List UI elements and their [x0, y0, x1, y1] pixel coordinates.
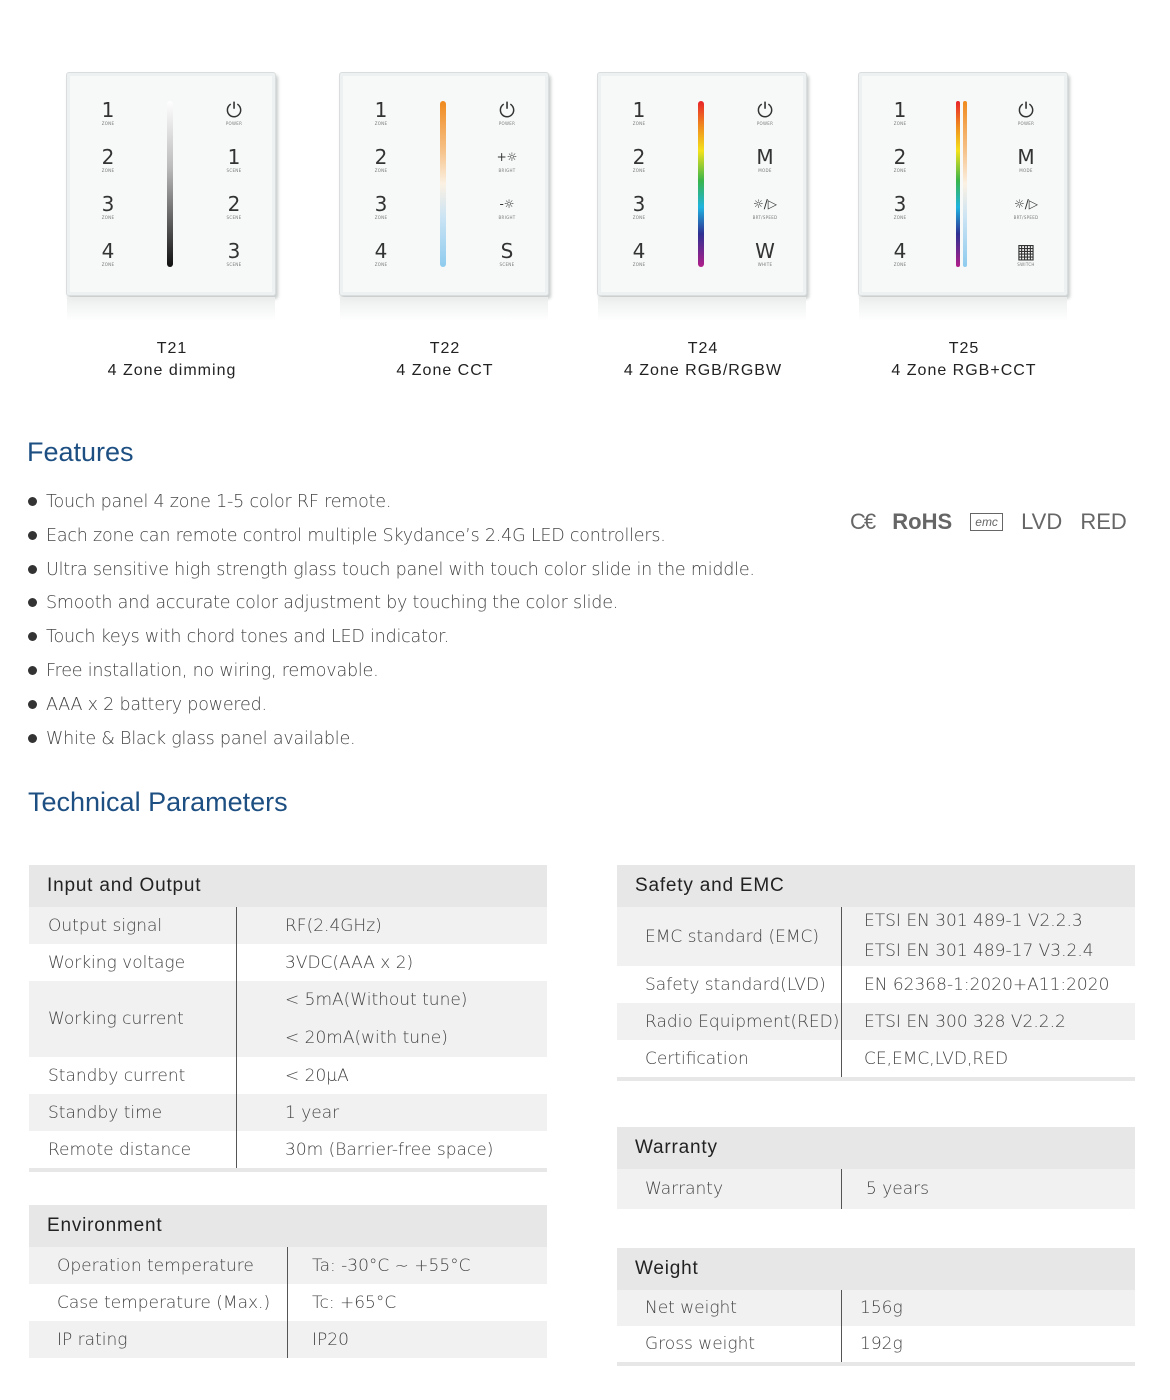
param-value — [841, 1003, 1135, 1040]
table-row — [617, 1003, 1135, 1040]
key-sublabel: BRIGHT — [498, 168, 516, 173]
key-sublabel: ZONE — [893, 121, 907, 126]
param-value-line: < 20μA — [285, 1065, 349, 1086]
key-sublabel: ZONE — [101, 168, 115, 173]
product-desc: 4 Zone RGB/RGBW — [623, 362, 783, 379]
key-sublabel: ZONE — [374, 168, 388, 173]
key-glyph: 1 — [893, 98, 907, 122]
environment-table — [29, 1205, 547, 1358]
feature-text: Free installation, no wiring, removable. — [46, 660, 379, 681]
color-slide — [698, 101, 704, 267]
warranty-table — [617, 1127, 1135, 1209]
feature-item — [28, 727, 755, 761]
function-keys — [219, 99, 249, 287]
param-value-line: Ta: -30°C ~ +55°C — [312, 1255, 471, 1276]
function-key — [1011, 146, 1041, 193]
param-value-line: 5 years — [866, 1179, 930, 1199]
feature-text: Smooth and accurate color adjustment by touching the color slide. — [46, 593, 619, 614]
technical-parameters-heading: Technical Parameters — [28, 787, 288, 817]
product-caption — [597, 338, 809, 382]
param-value-line: CE,EMC,LVD,RED — [864, 1048, 1009, 1069]
param-value — [841, 966, 1135, 1003]
param-value-line: ETSI EN 301 489-17 V3.2.4 — [864, 940, 1094, 961]
zone-keys — [366, 99, 396, 287]
key-sublabel: ZONE — [101, 262, 115, 267]
key-glyph: 3 — [632, 192, 646, 216]
param-value-line: 3VDC(AAA x 2) — [285, 952, 414, 973]
product-model: T22 — [429, 340, 461, 357]
param-label: Certification — [645, 1048, 749, 1069]
zone-key — [885, 193, 915, 240]
param-value — [236, 1131, 547, 1168]
param-value — [841, 907, 1135, 966]
param-label: Remote distance — [48, 1139, 192, 1160]
param-value — [841, 1169, 1135, 1209]
function-key — [492, 193, 522, 240]
zone-key — [366, 193, 396, 240]
param-label: IP rating — [57, 1329, 128, 1350]
table-row — [29, 1057, 547, 1094]
bullet-icon — [28, 700, 37, 709]
weight-table — [617, 1248, 1135, 1366]
param-label: Warranty — [645, 1179, 724, 1199]
product-desc: 4 Zone dimming — [107, 362, 237, 379]
key-sublabel: ZONE — [374, 215, 388, 220]
key-sublabel: POWER — [756, 121, 774, 126]
key-glyph: ⏻ — [226, 98, 242, 122]
function-key — [219, 146, 249, 193]
product-caption — [858, 338, 1070, 382]
key-glyph: 1 — [101, 98, 115, 122]
param-value — [236, 1057, 547, 1094]
table-row — [29, 907, 547, 944]
feature-item — [28, 558, 755, 592]
feature-text: Touch keys with chord tones and LED indicator. — [46, 627, 449, 648]
product-model: T25 — [948, 340, 980, 357]
param-label: EMC standard (EMC) — [645, 926, 820, 947]
key-glyph: 2 — [227, 192, 241, 216]
key-sublabel: POWER — [498, 121, 516, 126]
param-value-line: < 20mA(with tune) — [285, 1028, 448, 1048]
product-t24 — [597, 72, 809, 379]
key-glyph: +☼ — [496, 150, 518, 164]
param-value — [841, 1326, 1135, 1362]
table-title: Input and Output — [29, 865, 547, 907]
rgb-slide — [956, 101, 960, 267]
table-row — [617, 1040, 1135, 1077]
feature-item — [28, 524, 755, 558]
key-glyph: M — [1017, 145, 1035, 169]
product-t21 — [66, 72, 278, 379]
param-value-line: EN 62368-1:2020+A11:2020 — [864, 974, 1110, 995]
param-value-line: 1 year — [285, 1102, 340, 1123]
safety-emc-table — [617, 865, 1135, 1081]
product-t22 — [339, 72, 551, 379]
function-keys — [1011, 99, 1041, 287]
key-glyph: 3 — [374, 192, 388, 216]
color-slide — [167, 101, 173, 267]
cct-slide — [963, 101, 967, 267]
key-glyph: 2 — [374, 145, 388, 169]
param-value-line: Tc: +65°C — [312, 1292, 397, 1313]
function-key — [492, 146, 522, 193]
table-title: Weight — [617, 1248, 1135, 1290]
panel-image — [339, 72, 549, 296]
param-value — [236, 944, 547, 981]
key-sublabel: ZONE — [893, 168, 907, 173]
features-list — [28, 490, 755, 760]
zone-key — [366, 99, 396, 146]
bullet-icon — [28, 666, 37, 675]
key-sublabel: ZONE — [101, 121, 115, 126]
function-key — [750, 240, 780, 287]
bullet-icon — [28, 565, 37, 574]
table-row — [29, 1131, 547, 1168]
product-t25 — [858, 72, 1070, 379]
table-row — [29, 1284, 547, 1321]
table-bottom-rule — [617, 1077, 1135, 1081]
product-desc: 4 Zone CCT — [396, 362, 494, 379]
bullet-icon — [28, 531, 37, 540]
feature-text: Ultra sensitive high strength glass touch panel with touch color slide in the middle. — [46, 559, 755, 580]
function-key — [492, 240, 522, 287]
param-value — [841, 1290, 1135, 1326]
key-sublabel: SWITCH — [1017, 262, 1035, 267]
zone-key — [366, 146, 396, 193]
param-value — [236, 1094, 547, 1131]
key-sublabel: ZONE — [632, 215, 646, 220]
key-glyph: 3 — [893, 192, 907, 216]
product-gallery — [0, 0, 1170, 400]
key-glyph: ☼/▷ — [1013, 197, 1039, 211]
key-glyph: W — [755, 239, 775, 263]
product-caption — [66, 338, 278, 382]
zone-key — [624, 146, 654, 193]
feature-text: Each zone can remote control multiple Skydance’s 2.4G LED controllers. — [46, 525, 666, 546]
param-label: Operation temperature — [57, 1255, 254, 1276]
table-row — [29, 1247, 547, 1284]
param-label: Output signal — [48, 915, 163, 936]
param-value-line: IP20 — [312, 1329, 349, 1350]
param-value-line: RF(2.4GHz) — [285, 915, 382, 936]
zone-key — [885, 240, 915, 287]
zone-keys — [93, 99, 123, 287]
table-row — [29, 981, 547, 1057]
key-glyph: 1 — [632, 98, 646, 122]
param-value — [287, 1284, 547, 1321]
param-label: Standby current — [48, 1065, 186, 1086]
features-heading: Features — [27, 437, 134, 467]
key-glyph: 4 — [893, 239, 907, 263]
key-sublabel: ZONE — [374, 121, 388, 126]
param-label: Radio Equipment(RED) — [645, 1011, 840, 1032]
zone-key — [93, 146, 123, 193]
table-bottom-rule — [617, 1362, 1135, 1366]
zone-key — [624, 99, 654, 146]
table-row — [29, 1321, 547, 1358]
feature-text: AAA x 2 battery powered. — [46, 694, 267, 715]
rohs-mark: RoHS — [892, 509, 953, 535]
param-value-line: ETSI EN 300 328 V2.2.2 — [864, 1011, 1066, 1032]
key-sublabel: MODE — [1019, 168, 1033, 173]
zone-key — [624, 240, 654, 287]
table-row — [29, 944, 547, 981]
key-sublabel: SCENE — [226, 168, 242, 173]
zone-key — [93, 193, 123, 240]
key-sublabel: ZONE — [632, 262, 646, 267]
param-value — [287, 1321, 547, 1358]
product-desc: 4 Zone RGB+CCT — [891, 362, 1037, 379]
feature-item — [28, 591, 755, 625]
param-value-line: ETSI EN 301 489-1 V2.2.3 — [864, 911, 1083, 931]
feature-item — [28, 625, 755, 659]
param-value-line: 30m (Barrier-free space) — [285, 1139, 494, 1160]
param-value-line: 156g — [860, 1298, 903, 1318]
zone-key — [885, 146, 915, 193]
bullet-icon — [28, 497, 37, 506]
function-key — [750, 99, 780, 146]
input-output-table — [29, 865, 547, 1172]
table-row — [617, 966, 1135, 1003]
color-slide — [440, 101, 446, 267]
key-sublabel: POWER — [1017, 121, 1035, 126]
table-row — [29, 1094, 547, 1131]
key-glyph: ☼/▷ — [752, 197, 778, 211]
product-model: T21 — [156, 340, 188, 357]
key-glyph: M — [756, 145, 774, 169]
function-key — [1011, 99, 1041, 146]
function-key — [492, 99, 522, 146]
table-row — [617, 907, 1135, 966]
panel-image — [858, 72, 1068, 296]
key-sublabel: ZONE — [632, 168, 646, 173]
table-title: Environment — [29, 1205, 547, 1247]
panel-image — [66, 72, 276, 296]
key-sublabel: ZONE — [893, 262, 907, 267]
red-mark: RED — [1080, 509, 1127, 535]
key-sublabel: ZONE — [374, 262, 388, 267]
feature-text: White & Black glass panel available. — [46, 728, 356, 749]
key-sublabel: MODE — [758, 168, 772, 173]
param-label: Working voltage — [48, 952, 186, 973]
zone-key — [93, 240, 123, 287]
key-glyph: 4 — [101, 239, 115, 263]
product-model: T24 — [687, 340, 719, 357]
key-glyph: ⏻ — [757, 98, 773, 122]
key-glyph: 2 — [101, 145, 115, 169]
table-row — [617, 1290, 1135, 1326]
param-value — [236, 981, 547, 1057]
zone-key — [624, 193, 654, 240]
feature-text: Touch panel 4 zone 1-5 color RF remote. — [46, 492, 392, 512]
bullet-icon — [28, 734, 37, 743]
key-glyph: -☼ — [499, 197, 515, 211]
param-value-line: 192g — [860, 1334, 903, 1354]
param-label: Standby time — [48, 1102, 163, 1123]
function-key — [219, 99, 249, 146]
zone-keys — [624, 99, 654, 287]
product-caption — [339, 338, 551, 382]
key-glyph: 4 — [374, 239, 388, 263]
param-label: Case temperature (Max.) — [57, 1292, 271, 1313]
feature-item — [28, 693, 755, 727]
param-value — [841, 1040, 1135, 1077]
key-sublabel: ZONE — [632, 121, 646, 126]
zone-key — [366, 240, 396, 287]
param-value — [287, 1247, 547, 1284]
table-bottom-rule — [29, 1168, 547, 1172]
function-key — [1011, 240, 1041, 287]
zone-keys — [885, 99, 915, 287]
function-key — [750, 193, 780, 240]
key-sublabel: SCENE — [226, 262, 242, 267]
table-title: Warranty — [617, 1127, 1135, 1169]
table-row — [617, 1169, 1135, 1209]
feature-item — [28, 490, 755, 524]
ce-mark-icon: C€ — [850, 509, 875, 535]
key-sublabel: BRIGHT — [498, 215, 516, 220]
function-key — [219, 193, 249, 240]
key-glyph: 3 — [227, 239, 241, 263]
key-glyph: 1 — [374, 98, 388, 122]
function-keys — [492, 99, 522, 287]
key-sublabel: SCENE — [226, 215, 242, 220]
key-glyph: 1 — [227, 145, 241, 169]
bullet-icon — [28, 632, 37, 641]
key-glyph: 4 — [632, 239, 646, 263]
key-sublabel: BRT/SPEED — [752, 215, 778, 220]
table-row — [617, 1326, 1135, 1362]
key-glyph: 2 — [632, 145, 646, 169]
function-key — [750, 146, 780, 193]
key-glyph: 2 — [893, 145, 907, 169]
key-sublabel: BRT/SPEED — [1013, 215, 1039, 220]
function-key — [1011, 193, 1041, 240]
zone-key — [93, 99, 123, 146]
zone-key — [885, 99, 915, 146]
param-label: Net weight — [645, 1298, 737, 1318]
bullet-icon — [28, 598, 37, 607]
function-key — [219, 240, 249, 287]
feature-item — [28, 659, 755, 693]
key-glyph: 3 — [101, 192, 115, 216]
function-keys — [750, 99, 780, 287]
emc-mark: emc — [970, 513, 1003, 531]
key-glyph: ⏻ — [499, 98, 515, 122]
lvd-mark: LVD — [1021, 509, 1063, 535]
key-sublabel: ZONE — [893, 215, 907, 220]
key-sublabel: SCENE — [499, 262, 515, 267]
param-label: Gross weight — [645, 1334, 756, 1354]
param-value — [236, 907, 547, 944]
key-sublabel: ZONE — [101, 215, 115, 220]
key-glyph: ⏻ — [1018, 98, 1034, 122]
param-label: Working current — [48, 1009, 184, 1029]
key-glyph: S — [500, 239, 514, 263]
table-title: Safety and EMC — [617, 865, 1135, 907]
key-sublabel: WHITE — [757, 262, 773, 267]
param-value-line: < 5mA(Without tune) — [285, 990, 468, 1010]
key-glyph: ▦ — [1016, 239, 1036, 263]
certification-logos — [850, 508, 1139, 535]
key-sublabel: POWER — [225, 121, 243, 126]
panel-image — [597, 72, 807, 296]
param-label: Safety standard(LVD) — [645, 974, 826, 995]
